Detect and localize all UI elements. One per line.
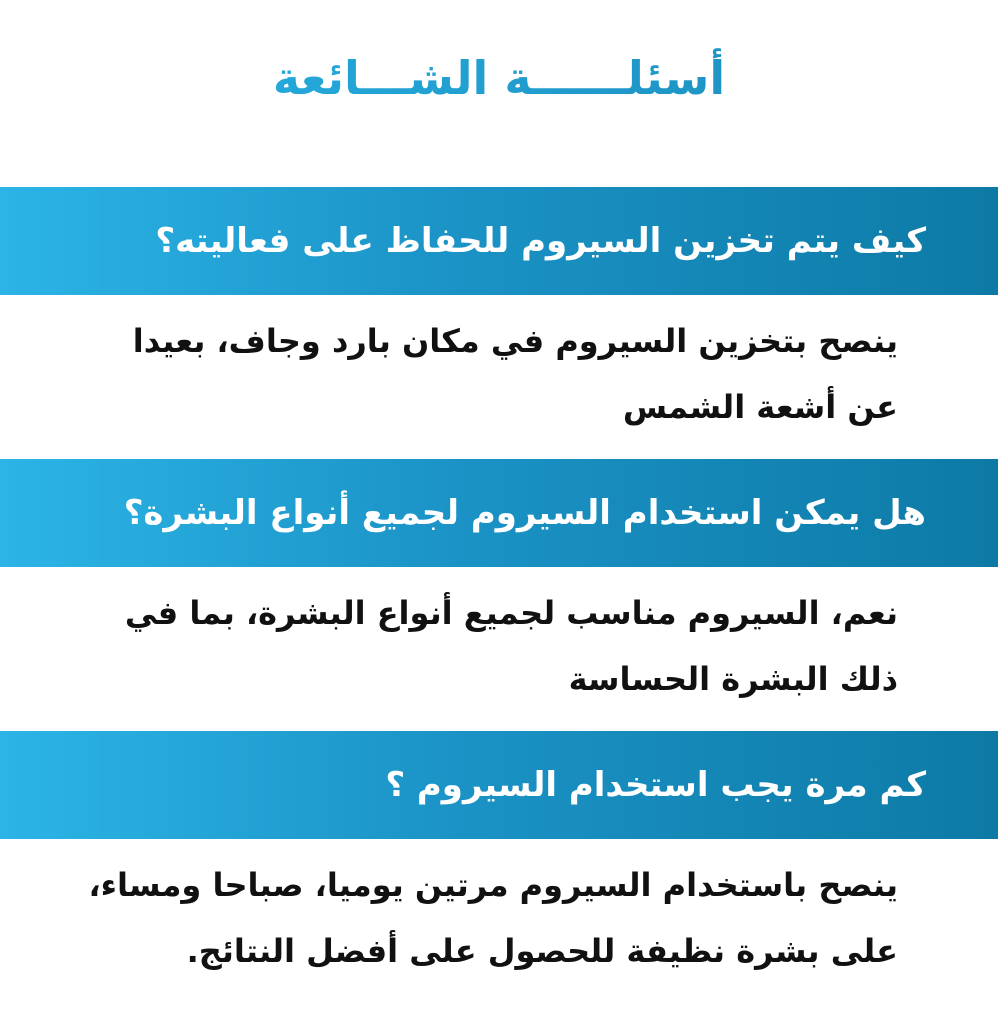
faq-answer-1-line-2: عن أشعة الشمس bbox=[622, 388, 898, 426]
page-title: أسئلــــــة الشـــائعة bbox=[0, 38, 998, 118]
faq-question-1: كيف يتم تخزين السيروم للحفاظ على فعاليته؟ bbox=[155, 221, 926, 261]
faq-answer-2-line-2: ذلك البشرة الحساسة bbox=[568, 660, 898, 698]
faq-answer-3-line-2: على بشرة نظيفة للحصول على أفضل النتائج. bbox=[186, 932, 898, 970]
faq-answer-3-line-1: ينصح باستخدام السيروم مرتين يوميا، صباحا ومساء، bbox=[88, 866, 898, 904]
faq-answer-3 bbox=[38, 852, 898, 984]
faq-question-2: هل يمكن استخدام السيروم لجميع أنواع البشرة؟ bbox=[123, 493, 926, 533]
faq-answer-1-line-1: ينصح بتخزين السيروم في مكان بارد وجاف، بعيدا bbox=[132, 322, 898, 360]
faq-question-band bbox=[0, 731, 998, 839]
faq-question-band bbox=[0, 459, 998, 567]
faq-answer-1 bbox=[38, 308, 898, 440]
faq-question-3: كم مرة يجب استخدام السيروم ؟ bbox=[385, 765, 926, 805]
faq-answer-2-line-1: نعم، السيروم مناسب لجميع أنواع البشرة، بما في bbox=[124, 594, 898, 632]
faq-answer-2 bbox=[38, 580, 898, 712]
faq-question-band bbox=[0, 187, 998, 295]
